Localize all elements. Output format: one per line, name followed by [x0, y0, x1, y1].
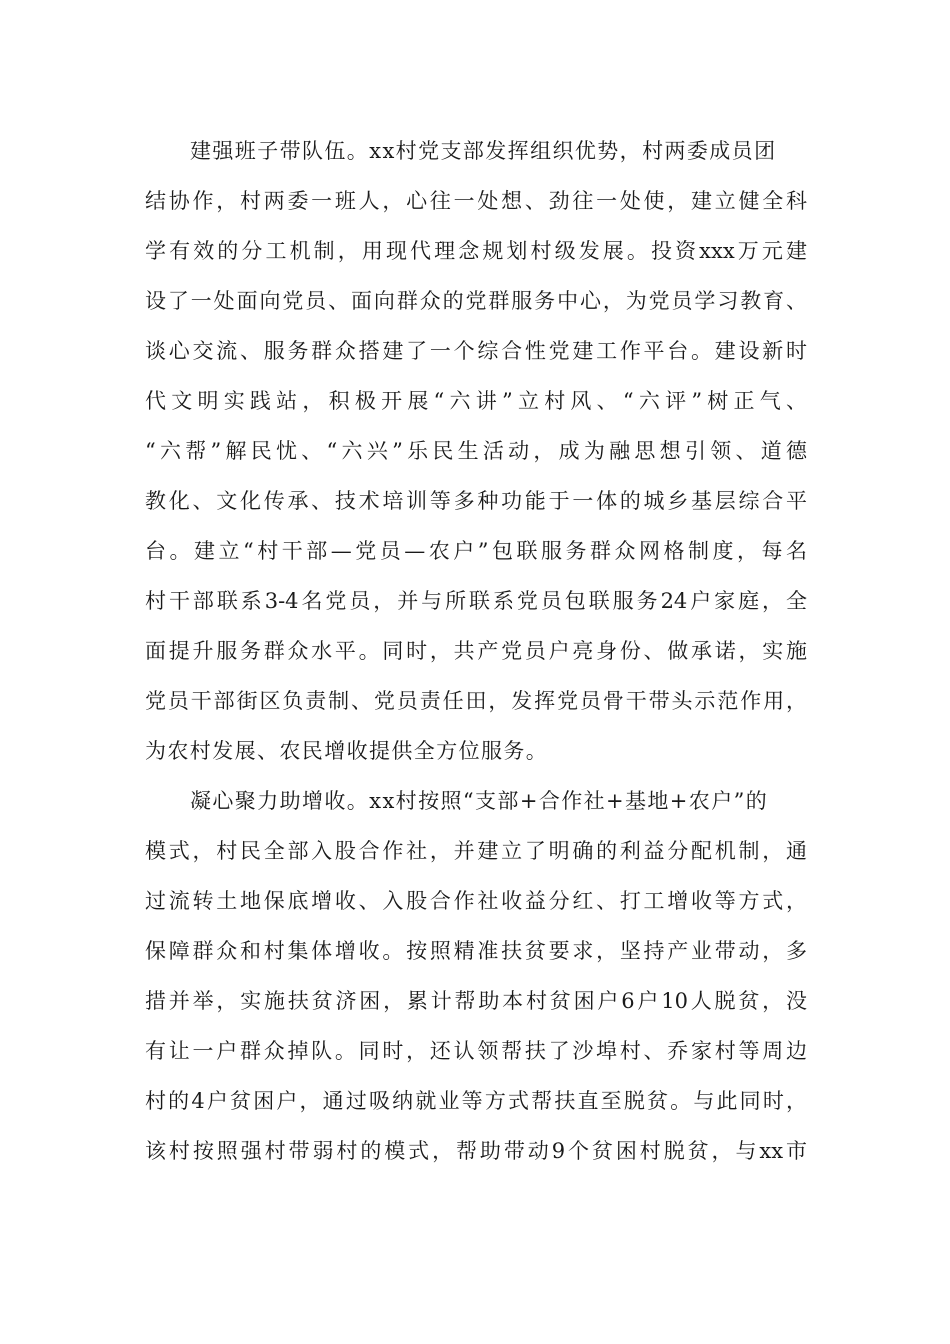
paragraph-1-line-1: 建强班子带队伍。xx村党支部发挥组织优势，村两委成员团 — [190, 139, 777, 163]
paragraph-1-line-3: 学有效的分工机制，用现代理念规划村级发展。投资xxx万元建 — [145, 239, 807, 263]
paragraph-2-line-8: 该村按照强村带弱村的模式，帮助带动9个贫困村脱贫，与xx市 — [145, 1139, 807, 1163]
paragraph-2-line-4: 保障群众和村集体增收。按照精准扶贫要求，坚持产业带动，多 — [145, 939, 807, 963]
paragraph-2-line-2: 模式，村民全部入股合作社，并建立了明确的利益分配机制，通 — [145, 839, 807, 863]
paragraph-1-line-5: 谈心交流、服务群众搭建了一个综合性党建工作平台。建设新时 — [145, 339, 807, 363]
paragraph-1-line-7: “六帮”解民忧、“六兴”乐民生活动，成为融思想引领、道德 — [145, 439, 807, 463]
paragraph-1-line-2: 结协作，村两委一班人，心往一处想、劲往一处使，建立健全科 — [145, 189, 807, 213]
paragraph-1-line-10: 村干部联系3-4名党员，并与所联系党员包联服务24户家庭，全 — [145, 589, 807, 613]
paragraph-1-line-8: 教化、文化传承、技术培训等多种功能于一体的城乡基层综合平 — [145, 489, 807, 513]
paragraph-2-line-6: 有让一户群众掉队。同时，还认领帮扶了沙埠村、乔家村等周边 — [145, 1039, 807, 1063]
paragraph-2-line-3: 过流转土地保底增收、入股合作社收益分红、打工增收等方式， — [145, 889, 807, 913]
paragraph-2-line-7: 村的4户贫困户，通过吸纳就业等方式帮扶直至脱贫。与此同时， — [145, 1089, 807, 1113]
paragraph-1-line-6: 代文明实践站，积极开展“六讲”立村风、“六评”树正气、 — [145, 389, 807, 413]
paragraph-2-line-1: 凝心聚力助增收。xx村按照“支部+合作社+基地+农户”的 — [190, 789, 769, 813]
paragraph-1-line-12: 党员干部街区负责制、党员责任田，发挥党员骨干带头示范作用， — [145, 689, 807, 713]
paragraph-1-line-11: 面提升服务群众水平。同时，共产党员户亮身份、做承诺，实施 — [145, 639, 807, 663]
paragraph-2-line-5: 措并举，实施扶贫济困，累计帮助本村贫困户6户10人脱贫，没 — [145, 989, 807, 1013]
paragraph-1-line-13: 为农村发展、农民增收提供全方位服务。 — [145, 739, 549, 763]
paragraph-1-line-9: 台。建立“村干部—党员—农户”包联服务群众网格制度，每名 — [145, 539, 807, 563]
paragraph-1-line-4: 设了一处面向党员、面向群众的党群服务中心，为党员学习教育、 — [145, 289, 807, 313]
